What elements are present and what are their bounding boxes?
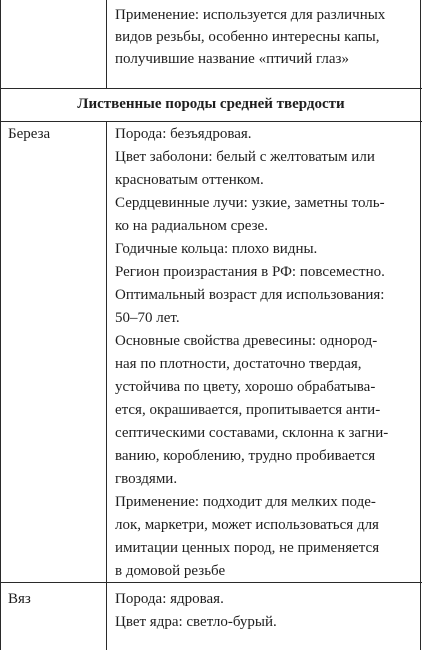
- text-line: гвоздями.: [115, 471, 178, 487]
- text-line: красноватым оттенком.: [115, 172, 264, 188]
- text-line: в домовой резьбе: [115, 563, 226, 579]
- species-name-birch: Береза: [8, 126, 51, 142]
- text-line: Порода: ядровая.: [115, 591, 224, 607]
- text-line: имитации ценных пород, не применяется: [115, 540, 380, 556]
- text-line: видов резьбы, особенно интересны капы,: [115, 29, 380, 45]
- text-line: Оптимальный возраст для использования:: [115, 287, 385, 303]
- text-line: 50–70 лет.: [115, 310, 180, 326]
- text-line: Применение: подходит для мелких поде-: [115, 494, 376, 510]
- section-header: Лиственные породы средней твердости: [77, 96, 345, 112]
- species-name-elm: Вяз: [8, 591, 31, 607]
- text-line: Применение: используется для различных: [115, 7, 386, 23]
- text-line: Цвет заболони: белый с желтоватым или: [115, 149, 375, 165]
- text-line: устойчива по цвету, хорошо обрабатыва-: [115, 379, 376, 395]
- text-line: ная по плотности, достаточно твердая,: [115, 356, 362, 372]
- text-line: ванию, короблению, трудно пробивается: [115, 448, 376, 464]
- text-line: ко на радиальном срезе.: [115, 218, 268, 234]
- text-line: лок, маркетри, может использоваться для: [115, 517, 379, 533]
- column-divider: [106, 0, 107, 88]
- column-divider: [106, 121, 107, 650]
- text-line: Порода: безъядровая.: [115, 126, 252, 142]
- text-line: Годичные кольца: плохо видны.: [115, 241, 318, 257]
- text-line: получившие название «птичий глаз»: [115, 51, 349, 67]
- text-line: Цвет ядра: светло-бурый.: [115, 614, 277, 630]
- row-divider: [0, 88, 422, 89]
- text-line: септическими составами, склонна к загни-: [115, 425, 389, 441]
- text-line: ется, окрашивается, пропитывается анти-: [115, 402, 381, 418]
- text-line: Сердцевинные лучи: узкие, заметны толь-: [115, 195, 385, 211]
- text-line: Регион произрастания в РФ: повсеместно.: [115, 264, 385, 280]
- text-line: Основные свойства древесины: однород-: [115, 333, 378, 349]
